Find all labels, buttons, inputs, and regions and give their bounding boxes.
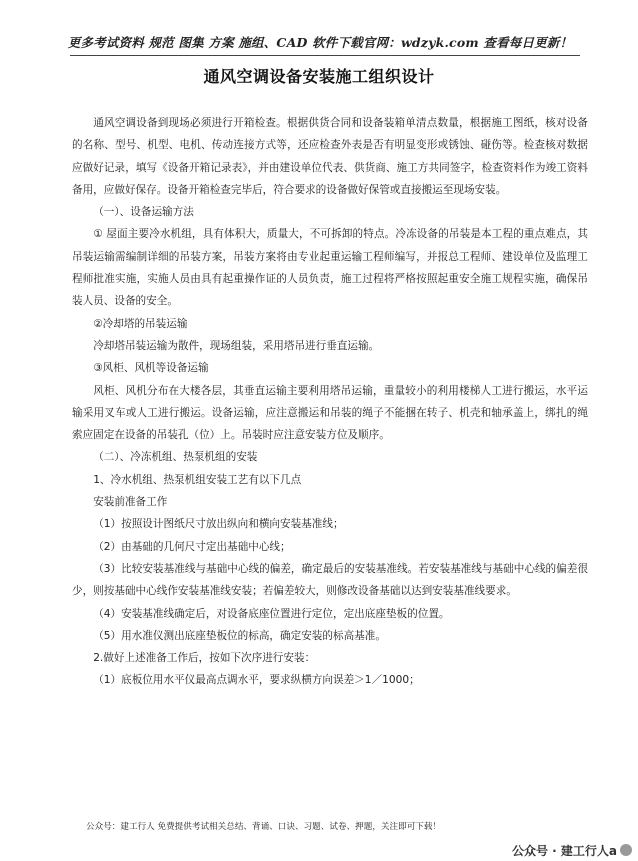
list-item-install-1: （1）底板位用水平仪最高点调水平，要求纵横方向误差＞1／1000； xyxy=(93,674,420,687)
subheading-preparation: 安装前准备工作 xyxy=(93,496,168,509)
document-title: 通风空调设备安装施工组织设计 xyxy=(203,67,435,86)
section-heading-installation: （二）、冷冻机组、热泵机组的安装 xyxy=(93,451,258,464)
header-banner: 更多考试资料 规范 图集 方案 施组、CAD 软件下载官网：wdzyk.com 查看每日更新！ xyxy=(67,35,573,50)
list-item-5: （5）用水准仪测出底座垫板位的标高，确定安装的标高基准。 xyxy=(93,629,386,642)
paragraph-process-intro: 1、冷水机组、热泵机组安装工艺有以下几点 xyxy=(93,473,302,486)
subheading-air-handler: ③风柜、风机等设备运输 xyxy=(93,362,209,375)
wechat-icon xyxy=(620,844,632,856)
subheading-cooling-tower: ②冷却塔的吊装运输 xyxy=(93,317,188,330)
paragraph-unpacking: 通风空调设备到现场必须进行开箱检查。根据供货合同和设备装箱单清点数量，根据施工图纸，核对设备的名称、型号、机型、电机、传动连接方式等，还应检查外表是否有明显变形或锈蚀、碰伤等。检查核对数据应做好记录，填写《设备开箱记录表》，并由建设单位代表、供货商、施工方共同签字，检查资料作为竣工资料备用，应做好保存。设备开箱检查完毕后，符合要求的设备做好保管或直接搬运至现场安装。 xyxy=(72,117,588,196)
paragraph-cooling-tower: 冷却塔吊装运输为散件，现场组装，采用塔吊进行垂直运输。 xyxy=(93,339,380,352)
watermark-text: 公众号 · 建工行人a xyxy=(511,844,617,858)
list-item-1: （1）按照设计图纸尺寸放出纵向和横向安装基准线； xyxy=(93,518,344,531)
paragraph-install-sequence: 2.做好上述准备工作后，按如下次序进行安装： xyxy=(93,652,316,665)
list-item-3: （3）比较安装基准线与基础中心线的偏差，确定最后的安装基准线。若安装基准线与基础中心线的偏差很少，则按基础中心线作安装基准线安装；若偏差较大，则修改设备基础以达到安装基准线要求。 xyxy=(72,562,588,598)
footer-note: 公众号：建工行人 免费提供考试相关总结、背诵、口诀、习题、试卷、押题，关注即可下载！ xyxy=(86,822,442,832)
document-body xyxy=(72,112,588,692)
header-divider xyxy=(70,55,580,56)
paragraph-chiller-hoisting: ① 屋面主要冷水机组，具有体积大，质量大，不可拆卸的特点。冷冻设备的吊装是本工程的重点难点，其吊装运输需编制详细的吊装方案，吊装方案将由专业起重运输工程师编写，并报总工程师、建设单位及监理工程师批准实施，实施人员由具有起重操作证的人员负责，施工过程将严格按照起重安全施工规程实施，确保吊装人员、设备的安全。 xyxy=(72,228,588,308)
section-heading-transport: （一）、设备运输方法 xyxy=(93,206,194,219)
paragraph-air-handler: 风柜、风机分布在大楼各层，其垂直运输主要利用塔吊运输，重量较小的利用楼梯人工进行搬运，水平运输采用叉车或人工进行搬运。设备运输，应注意搬运和吊装的绳子不能捆在转子、机壳和轴承盖上，绑扎的绳索应固定在设备的吊装孔（位）上。吊装时应注意安装方位及顺序。 xyxy=(72,384,588,442)
list-item-4: （4）安装基准线确定后，对设备底座位置进行定位，定出底座垫板的位置。 xyxy=(93,607,450,620)
watermark xyxy=(512,842,632,859)
list-item-2: （2）由基础的几何尺寸定出基础中心线； xyxy=(93,540,291,553)
